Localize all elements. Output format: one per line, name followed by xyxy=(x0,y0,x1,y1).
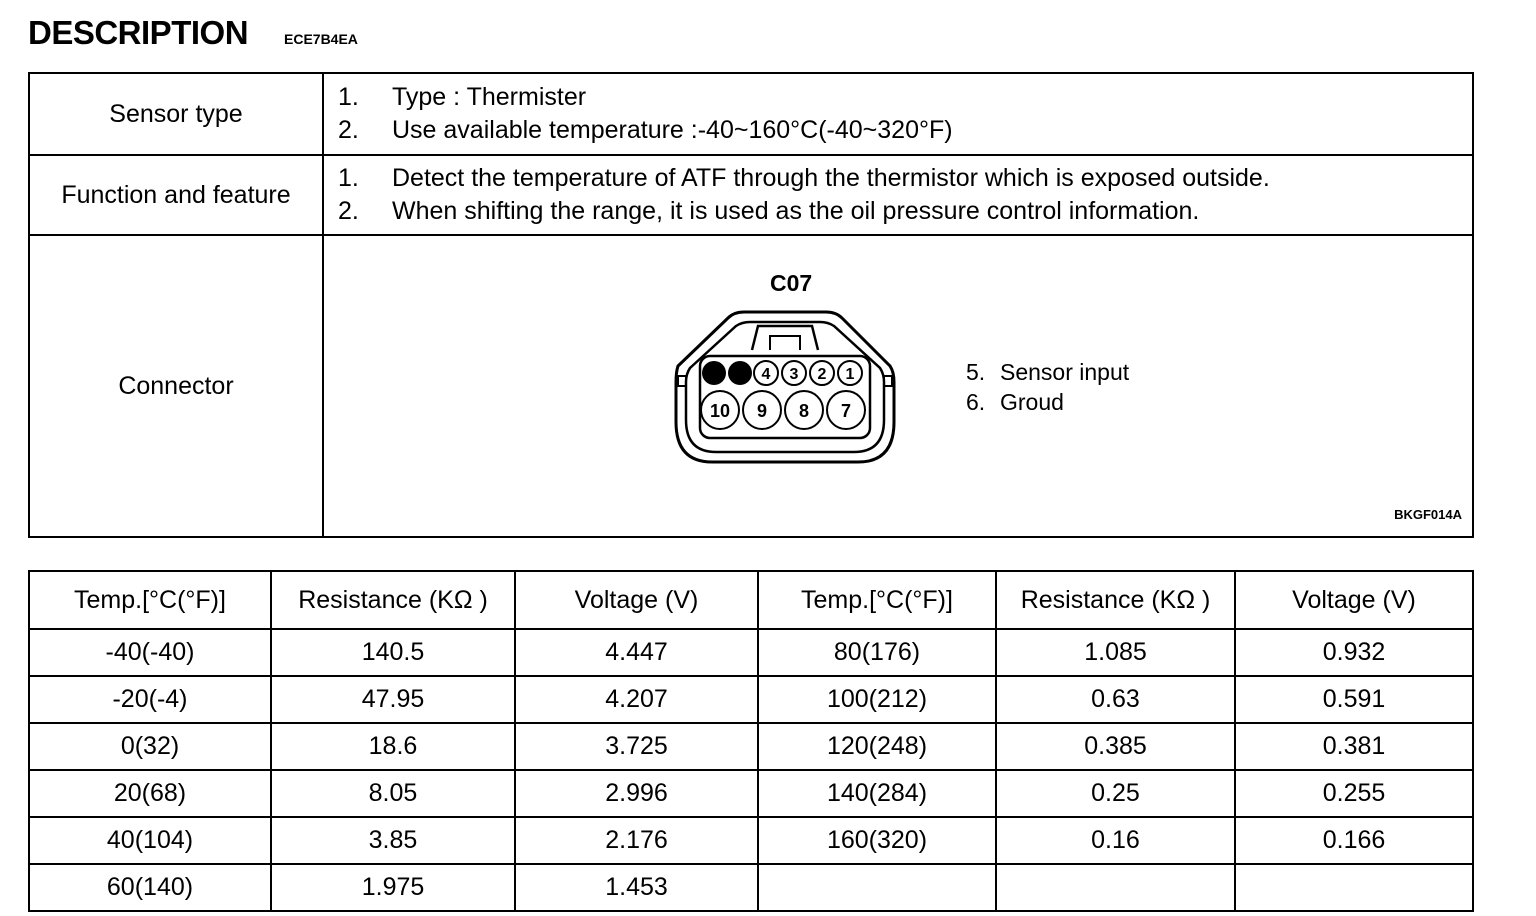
table-cell: 8.05 xyxy=(271,770,515,817)
table-row xyxy=(29,676,1473,723)
connector-housing-inner xyxy=(686,322,884,452)
table-cell: 1.453 xyxy=(515,864,758,911)
table-cell: 4.447 xyxy=(515,629,758,676)
table-cell: 0.381 xyxy=(1235,723,1473,770)
list-item xyxy=(338,114,1472,147)
sensor-type-content xyxy=(323,73,1473,155)
connector-latch xyxy=(752,326,818,350)
list-item xyxy=(338,162,1472,195)
pin-label: 9 xyxy=(756,401,768,421)
pin-label: 4 xyxy=(761,366,771,383)
connector-content xyxy=(323,235,1473,537)
pin-label: 2 xyxy=(817,366,827,383)
list-text: When shifting the range, it is used as the oil pressure control information. xyxy=(392,197,1200,225)
table-row xyxy=(29,864,1473,911)
list-number: 2. xyxy=(338,116,359,144)
connector-housing-outer xyxy=(676,312,894,462)
table-cell: -20(-4) xyxy=(29,676,271,723)
table-cell: 0.16 xyxy=(996,817,1235,864)
list-number: 1. xyxy=(338,164,359,192)
table-cell: 1.975 xyxy=(271,864,515,911)
table-cell xyxy=(758,864,996,911)
table-cell: 3.725 xyxy=(515,723,758,770)
table-cell: 100(212) xyxy=(758,676,996,723)
sensor-type-row xyxy=(29,73,1473,155)
table-cell xyxy=(1235,864,1473,911)
legend-item xyxy=(966,357,1129,387)
legend-item xyxy=(966,387,1129,417)
connector-name: C07 xyxy=(770,270,813,296)
list-text: Detect the temperature of ATF through the thermistor which is exposed outside. xyxy=(392,164,1270,192)
table-header-row xyxy=(29,571,1473,629)
table-cell: 140.5 xyxy=(271,629,515,676)
pin-label: 7 xyxy=(840,401,852,421)
table-cell: 3.85 xyxy=(271,817,515,864)
pin-label: 8 xyxy=(798,401,810,421)
heading-code: ECE7B4EA xyxy=(284,31,358,47)
table-cell: 0.932 xyxy=(1235,629,1473,676)
table-cell: 0.166 xyxy=(1235,817,1473,864)
list-text: Type : Thermister xyxy=(392,83,587,111)
connector-legend xyxy=(966,357,1129,417)
table-cell: 160(320) xyxy=(758,817,996,864)
figure-ref-code: BKGF014A xyxy=(1394,507,1462,522)
resistance-table xyxy=(28,570,1474,912)
page-heading: DESCRIPTION xyxy=(28,14,249,51)
table-row xyxy=(29,770,1473,817)
table-row xyxy=(29,723,1473,770)
list-number: 1. xyxy=(338,83,359,111)
list-item xyxy=(338,81,1472,114)
table-cell: 4.207 xyxy=(515,676,758,723)
column-header: Resistance (KΩ ) xyxy=(271,571,515,629)
table-cell: 2.996 xyxy=(515,770,758,817)
table-cell: 140(284) xyxy=(758,770,996,817)
table-cell: -40(-40) xyxy=(29,629,271,676)
connector-row xyxy=(29,235,1473,537)
table-cell: 18.6 xyxy=(271,723,515,770)
function-feature-label: Function and feature xyxy=(29,155,323,235)
list-number: 2. xyxy=(338,197,359,225)
legend-number: 5. xyxy=(966,359,986,385)
table-cell: 0.385 xyxy=(996,723,1235,770)
table-cell: 0.63 xyxy=(996,676,1235,723)
pin-label: 1 xyxy=(845,366,855,383)
sensor-type-label: Sensor type xyxy=(29,73,323,155)
pin-label: 3 xyxy=(789,366,799,383)
legend-text: Groud xyxy=(1000,389,1064,415)
function-feature-row xyxy=(29,155,1473,235)
table-cell: 20(68) xyxy=(29,770,271,817)
table-cell: 47.95 xyxy=(271,676,515,723)
table-cell: 80(176) xyxy=(758,629,996,676)
column-header: Voltage (V) xyxy=(515,571,758,629)
function-feature-content xyxy=(323,155,1473,235)
column-header: Resistance (KΩ ) xyxy=(996,571,1235,629)
pin-5-filled xyxy=(728,361,752,385)
table-cell: 1.085 xyxy=(996,629,1235,676)
connector-latch-inner xyxy=(770,336,800,350)
list-text: Use available temperature :-40~160°C(-40~320°F) xyxy=(392,116,953,144)
table-row xyxy=(29,629,1473,676)
table-cell: 0.25 xyxy=(996,770,1235,817)
legend-number: 6. xyxy=(966,389,986,415)
connector-label: Connector xyxy=(29,235,323,537)
table-cell: 40(104) xyxy=(29,817,271,864)
list-item xyxy=(338,195,1472,228)
column-header: Voltage (V) xyxy=(1235,571,1473,629)
column-header: Temp.[°C(°F)] xyxy=(758,571,996,629)
table-cell: 0.591 xyxy=(1235,676,1473,723)
table-cell: 60(140) xyxy=(29,864,271,911)
table-cell: 0.255 xyxy=(1235,770,1473,817)
table-row xyxy=(29,817,1473,864)
table-cell xyxy=(996,864,1235,911)
column-header: Temp.[°C(°F)] xyxy=(29,571,271,629)
table-cell: 0(32) xyxy=(29,723,271,770)
legend-text: Sensor input xyxy=(1000,359,1130,385)
table-cell: 120(248) xyxy=(758,723,996,770)
pin-6-filled xyxy=(702,361,726,385)
table-cell: 2.176 xyxy=(515,817,758,864)
description-table xyxy=(28,72,1474,538)
connector-diagram xyxy=(670,304,900,469)
pin-label: 10 xyxy=(709,401,731,421)
